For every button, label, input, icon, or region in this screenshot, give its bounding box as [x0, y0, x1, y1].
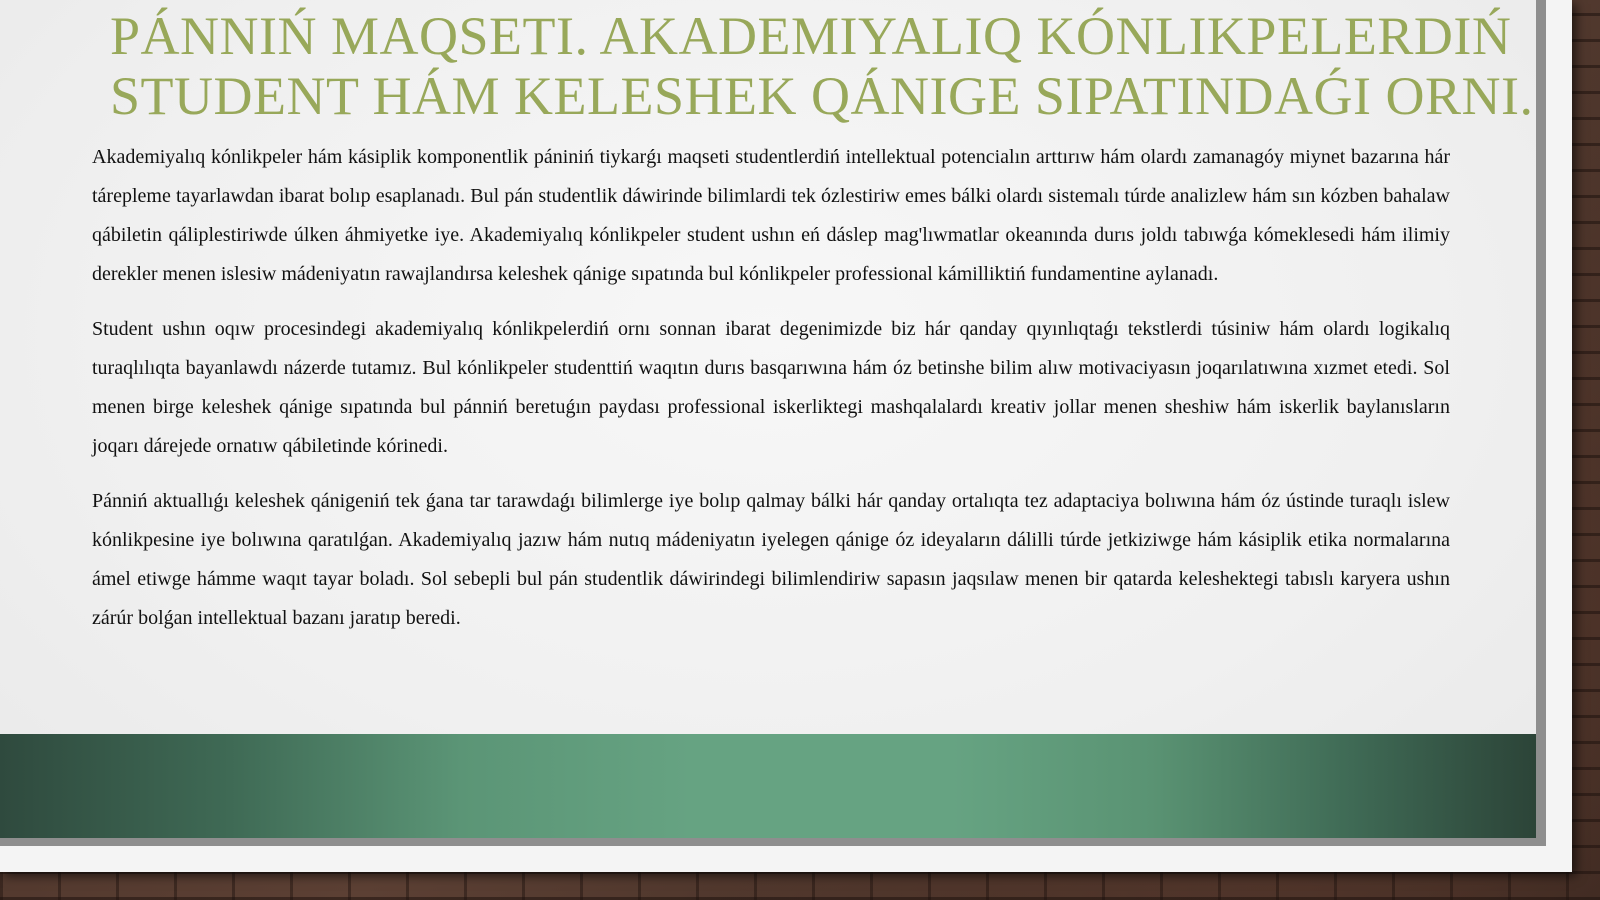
slide-title-line-2: STUDENT HÁM KELESHEK QÁNIGE SIPATINDAǴI ORNI.: [110, 66, 1534, 126]
body-paragraph-1: Akademiyalıq kónlikpeler hám kásiplik komponentlik pániniń tiykarǵı maqseti studentlerdiń intellektual potencialın arttırıw hám olardı zamanagóy miynet bazarına hár tárepleme tayarlawdan ibarat bolıp esaplanadı. Bul pán studentlik dáwirinde bilimlardi tek ózlestiriw emes bálki olardı sistemalı túrde analizlew hám sın kózben bahalaw qábiletin qáliplestiriwde úlken áhmiyetke iye. Akademiyalıq kónlikpeler student ushın eń dáslep mag'lıwmatlar okeanında durıs joldı tabıwǵa kómeklesedi hám ilimiy derekler menen islesiw mádeniyatın rawajlandırsa keleshek qánige sıpatında bul kónlikpeler professional kámilliktiń fundamentine aylanadı.: [92, 146, 1450, 285]
footer-green-band: [0, 734, 1536, 838]
body-paragraph-2: Student ushın oqıw procesindegi akademiyalıq kónlikpelerdiń ornı sonnan ibarat degenimizde biz hár qanday qıyınlıqtaǵı tekstlerdi túsiniw hám olardı logikalıq turaqlılıqta bayanlawdı názerde tutamız. Bul kónlikpeler studenttiń waqıtın durıs basqarıwına hám óz betinshe bilim alıw motivaciyasın joqarılatıwına xızmet etedi. Sol menen birge keleshek qánige sıpatında bul pánniń beretuǵın paydası professional iskerliktegi mashqalalardı kreativ jollar menen sheshiw hám iskerlik baylanısların joqarı dárejede ornatıw qábiletinde kórinedi.: [92, 318, 1450, 457]
slide-title-line-1: PÁNNIŃ MAQSETI. AKADEMIYALIQ KÓNLIKPELERDIŃ: [110, 6, 1512, 66]
slide-body: [92, 138, 1450, 654]
body-paragraph-3: Pánniń aktuallıǵı keleshek qánigeniń tek ǵana tar tarawdaǵı bilimlerge iye bolıp qalmay bálki hár qanday ortalıqta tez adaptaciya bolıwına hám óz ústinde turaqlı islew kónlikpesine iye bolıwına qaratılǵan. Akademiyalıq jazıw hám nutıq mádeniyatın iyelegen qánige óz ideyaların dálilli túrde jetkiziwge hám kásiplik etika normalarına ámel etiwge hámme waqıt tayar boladı. Sol sebepli bul pán studentlik dáwirindegi bilimlendiriw sapasın jaqsılaw menen bir qatarda keleshektegi tabıslı karyera ushın zárúr bolǵan intellektual bazanı jaratıp beredi.: [92, 490, 1450, 629]
slide-title: [110, 6, 1534, 126]
